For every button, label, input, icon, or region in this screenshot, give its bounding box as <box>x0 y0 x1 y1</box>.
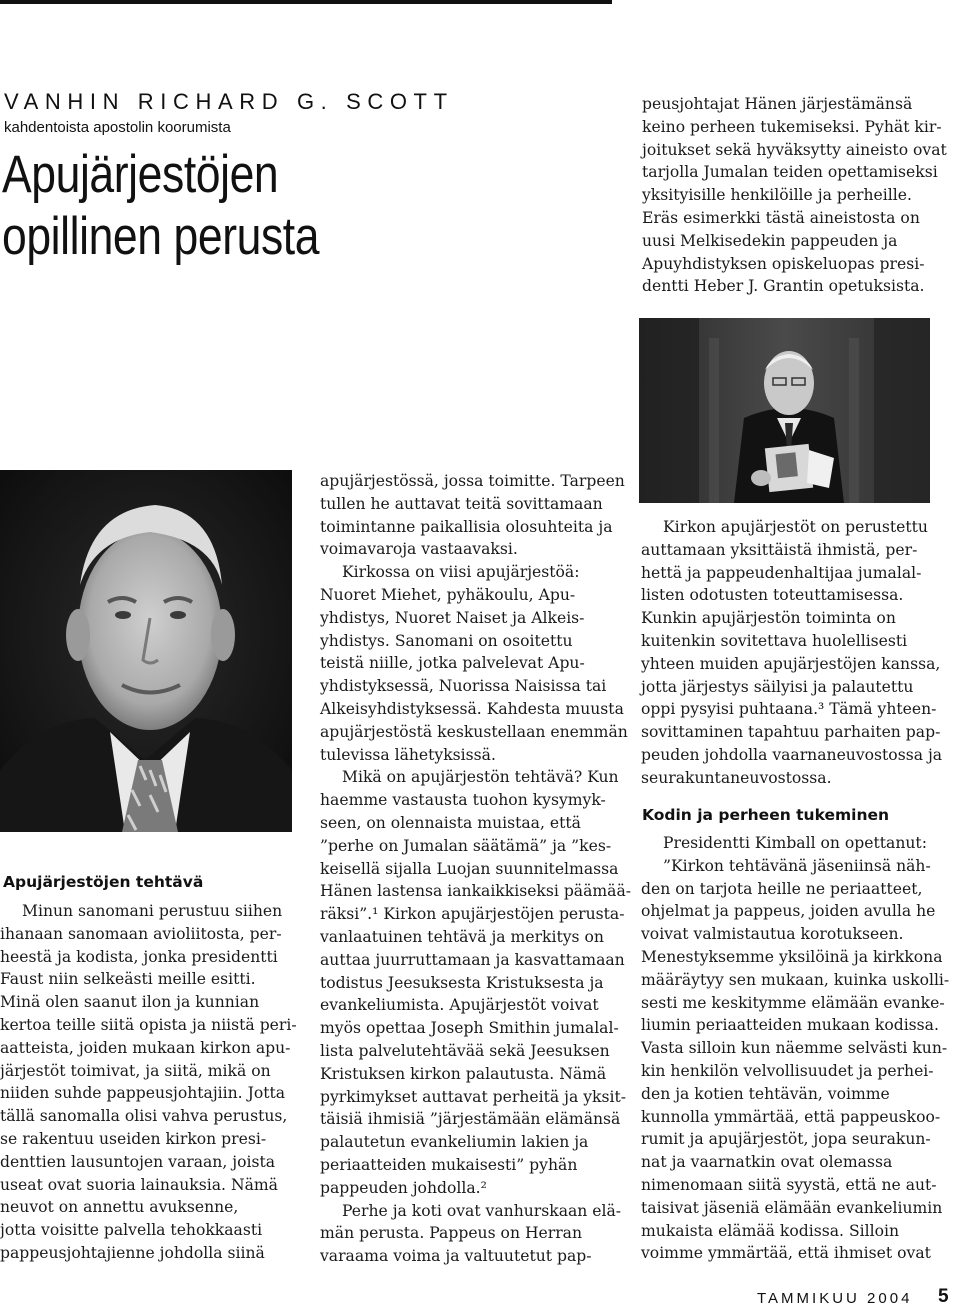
text-line: apujärjestöstä keskustellaan enemmän <box>320 722 628 741</box>
text-line: sesti me keskitymme elämään evanke- <box>641 993 945 1012</box>
text-line: Minä olen saanut ilon ja kunnian <box>0 993 260 1012</box>
text-line: Perhe ja koti ovat vanhurskaan elä- <box>342 1201 622 1220</box>
text-line: se rakentuu useiden kirkon presi- <box>0 1129 267 1148</box>
text-line: keino perheen tukemiseksi. Pyhät kir- <box>642 117 942 136</box>
text-line: Nuoret Miehet, pyhäkoulu, Apu- <box>320 585 576 604</box>
author-subtitle: kahdentoista apostolin koorumista <box>4 119 231 136</box>
text-line: palautetun evankeliumin lakien ja <box>320 1133 589 1152</box>
text-line: män perusta. Pappeus on Herran <box>320 1224 583 1243</box>
text-line: täisiä ihmisiä ”järjestämään elämänsä <box>320 1110 621 1129</box>
text-line: räksi”.¹ Kirkon apujärjestöjen perusta- <box>320 905 625 924</box>
text-line: sovittaminen tapahtuu parhaiten pap- <box>641 723 941 742</box>
text-line: vanlaatuinen tehtävä ja merkitys on <box>320 927 604 946</box>
text-line: neuvot on annettu avuksenne, <box>0 1198 239 1217</box>
author-name: VANHIN RICHARD G. SCOTT <box>4 89 454 114</box>
text-line: tulevissa lähetyksissä. <box>320 745 496 764</box>
text-line: joitukset sekä hyväksytty aineisto ovat <box>642 140 947 159</box>
text-line: yhteen muiden apujärjestöjen kanssa, <box>641 654 941 673</box>
text-line: tullen he auttavat teitä sovittamaan <box>320 494 603 513</box>
text-line: Presidentti Kimball on opettanut: <box>663 834 927 852</box>
column-3-text-top <box>641 516 959 790</box>
text-line: keisellä sijalla Luojan suunnitelmassa <box>320 859 619 878</box>
text-line: lista palvelutehtävää sekä Jeesuksen <box>320 1041 610 1060</box>
text-line: kunnolla ymmärtää, että pappeuskoo- <box>641 1107 941 1126</box>
right-top-column <box>642 93 960 298</box>
text-line: yksityisille henkilöille ja perheille. <box>642 186 912 205</box>
text-line: Apuyhdistyksen opiskeluopas presi- <box>642 254 925 273</box>
text-line: pappeuden johdolla.² <box>320 1178 487 1197</box>
text-line: varaama voima ja valtuutetut pap- <box>320 1247 592 1266</box>
top-rule <box>0 0 612 4</box>
text-line: liumin periaatteiden mukaan kodissa. <box>641 1016 939 1035</box>
text-line: kertoa teille siitä opista ja niistä peri- <box>0 1015 297 1034</box>
text-line: evankeliumista. Apujärjestöt voivat <box>320 996 599 1015</box>
text-line: listen odotusten toteuttamisessa. <box>641 586 904 605</box>
text-line: ”Kirkon tehtävänä jäseniinsä näh- <box>663 856 931 875</box>
text-line: nat ja vaarnatkin ovat olemassa <box>641 1153 893 1172</box>
text-line: pyrkimykset auttavat perheitä ja yksit- <box>320 1087 626 1106</box>
text-line: den on tarjota heille ne periaatteet, <box>641 879 923 898</box>
text-line: kuitenkin sovitettava huolellisesti <box>641 631 908 650</box>
article-title-line-2: opillinen perusta <box>2 207 320 266</box>
text-line: peuden johdolla vaarnaneuvostossa ja <box>641 745 943 764</box>
text-line: apujärjestössä, jossa toimitte. Tarpeen <box>320 472 625 490</box>
text-line: Eräs esimerkki tästä aineistosta on <box>642 208 920 227</box>
text-line: järjestöt toimivat, ja siitä, mikä on <box>0 1061 271 1080</box>
text-line: den ja kotien tehtävän, voimme <box>641 1084 890 1103</box>
speaker-photo-image <box>639 318 930 503</box>
text-line: Minun sanomani perustuu siihen <box>22 902 283 920</box>
text-line: toimintanne paikallisia olosuhteita ja <box>320 517 613 536</box>
text-line: kin henkilön velvollisuudet ja perhei- <box>641 1061 934 1080</box>
text-line: oppi pysyisi puhtaana.³ Tämä yhteen- <box>641 700 937 719</box>
text-line: yhdistys. Sanomani on osoitettu <box>320 631 573 650</box>
text-line: useat ovat suoria lainauksia. Nämä <box>0 1175 278 1194</box>
text-line: myös opettaa Joseph Smithin jumalal- <box>320 1019 619 1038</box>
text-line: Kirkon apujärjestöt on perustettu <box>663 518 928 536</box>
text-line: teistä niille, jotka palvelevat Apu- <box>320 654 585 673</box>
text-line: heestä ja kodista, jonka presidentti <box>0 947 278 966</box>
article-title-line-1: Apujärjestöjen <box>2 145 279 204</box>
text-line: voimme ymmärtää, että ihmiset ovat <box>641 1244 931 1263</box>
text-line: Vasta silloin kun näemme selvästi kun- <box>641 1039 948 1058</box>
text-line: voivat valmistautua korotukseen. <box>641 925 904 944</box>
text-line: dentti Heber J. Grantin opetuksista. <box>642 277 925 296</box>
text-line: Kristuksen kirkon palautusta. Nämä <box>320 1064 607 1083</box>
text-line: tällä sanomalla olisi vahva perustus, <box>0 1107 288 1126</box>
section-heading-kodin-ja-perheen-tukeminen: Kodin ja perheen tukeminen <box>642 806 890 824</box>
column-1-text <box>0 900 300 1265</box>
section-heading-apujarjestojen-tehtava: Apujärjestöjen tehtävä <box>3 873 204 891</box>
speaker-photo <box>639 318 930 503</box>
text-line: Alkeisyhdistyksessä. Kahdesta muusta <box>320 699 624 718</box>
text-line: Mikä on apujärjestön tehtävä? Kun <box>342 768 619 787</box>
text-line: aatteista, joiden mukaan kirkon apu- <box>0 1038 291 1057</box>
text-line: jotta voisitte palvella tehokkaasti <box>0 1221 263 1240</box>
text-line: todistus Jeesuksesta Kristuksesta ja <box>320 973 604 992</box>
text-line: määräytyy sen mukaan, kuinka uskolli- <box>641 970 950 989</box>
text-line: pappeusjohtajienne johdolla siinä <box>0 1243 265 1262</box>
page-number: 5 <box>938 1286 949 1307</box>
text-line: Kirkossa on viisi apujärjestöä: <box>342 563 580 582</box>
text-line: Menestyksemme yksilöinä ja kirkkona <box>641 947 943 966</box>
text-line: seen, on olennaista muistaa, että <box>320 813 581 832</box>
text-line: yhdistyksessä, Nuorissa Naisissa tai <box>320 677 607 696</box>
text-line: denttien lausuntojen varaan, joista <box>0 1152 276 1171</box>
text-line: auttamaan yksittäistä ihmistä, per- <box>641 540 918 559</box>
text-line: yhdistys, Nuoret Naiset ja Alkeis- <box>320 608 585 627</box>
article-title <box>2 144 319 268</box>
text-line: Kunkin apujärjestön toiminta on <box>641 609 896 628</box>
text-line: ohjelmat ja pappeus, joiden avulla he <box>641 902 936 921</box>
text-line: peusjohtajat Hänen järjestämänsä <box>642 95 913 113</box>
text-line: taisivat jäseniä elämään evankeliumin <box>641 1198 943 1217</box>
text-line: tarjolla Jumalan teiden opettamiseksi <box>642 163 938 182</box>
text-line: jotta järjestys säilyisi ja palautettu <box>641 677 914 696</box>
text-line: auttaa juurruttamaan ja kasvattamaan <box>320 950 625 969</box>
text-line: hettä ja pappeudenhaltijaa jumalal- <box>641 563 922 582</box>
text-line: rumit ja apujärjestöt, jopa seurakun- <box>641 1130 931 1149</box>
column-2-text <box>320 470 640 1268</box>
column-3-text-bottom <box>641 832 959 1265</box>
text-line: Hänen lastensa iankaikkiseksi päämää- <box>320 882 632 901</box>
issue-footer: TAMMIKUU 2004 <box>757 1290 913 1307</box>
text-line: uusi Melkisedekin pappeuden ja <box>642 231 898 250</box>
portrait-photo-image <box>0 470 292 832</box>
text-line: periaatteiden mukaisesti” pyhän <box>320 1155 578 1174</box>
text-line: seurakuntaneuvostossa. <box>641 768 832 787</box>
text-line: mukaista elämää kodissa. Silloin <box>641 1221 900 1240</box>
text-line: Faust niin selkeästi meille esitti. <box>0 970 256 989</box>
text-line: niiden suhde pappeusjohtajiin. Jotta <box>0 1084 286 1103</box>
text-line: voimavaroja vastaavaksi. <box>320 540 518 559</box>
text-line: ihanaan sanomaan avioliitosta, per- <box>0 924 282 943</box>
text-line: haemme vastausta tuohon kysymyk- <box>320 791 606 810</box>
text-line: nimenomaan siitä syystä, että ne aut- <box>641 1175 937 1194</box>
text-line: ”perhe on Jumalan säätämä” ja ”kes- <box>320 836 612 855</box>
portrait-photo <box>0 470 292 832</box>
